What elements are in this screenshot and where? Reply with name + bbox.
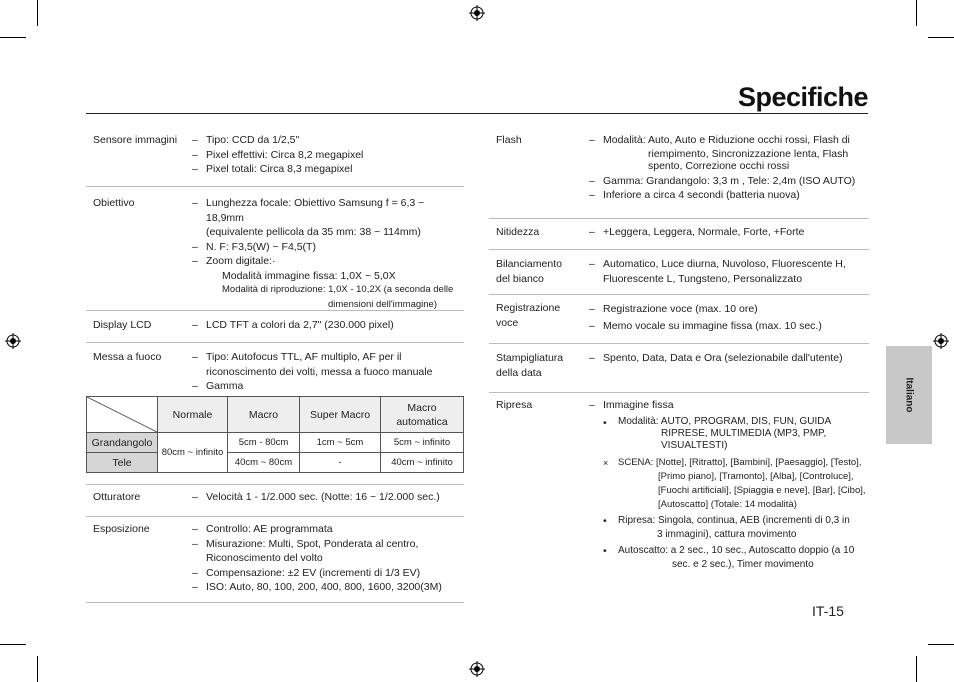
language-tab-label: Italiano	[903, 377, 915, 413]
spec-value: RIPRESE, MULTIMEDIA (MP3, PMP,	[661, 427, 827, 439]
spec-row-registrazione: Registrazione voce – Registrazione voce (max. 10 ore) – Memo vocale su immagine fissa (max. 10 sec.)	[489, 295, 869, 344]
spec-label: Otturatore	[93, 491, 141, 503]
spec-value: Lunghezza focale: Obiettivo Samsung f = 6,3 ~ 18,9mm	[206, 197, 425, 224]
registration-mark-icon	[469, 5, 485, 21]
spec-value: Modalità di riproduzione: 1,0X - 10,2X	[222, 284, 381, 295]
spec-row-sensore: Sensore immagini – Tipo: CCD da 1/2,5" – Pixel effettivi: Circa 8,2 megapixel – Pixel totali: Circa 8,3 megapixel	[86, 124, 464, 187]
spec-label: Messa a fuoco	[93, 351, 162, 363]
spec-label: voce	[496, 316, 519, 329]
spec-label: Nitidezza	[496, 226, 540, 238]
spec-value: Automatico, Luce diurna, Nuvoloso, Fluorescente H,	[603, 258, 846, 270]
spec-value: Pixel effettivi: Circa 8,2 megapixel	[206, 148, 364, 161]
spec-value: sec. e 2 sec.), Timer movimento	[672, 559, 814, 570]
spec-value: (equivalente pellicola da 35 mm: 38 ~ 114mm)	[206, 226, 421, 238]
crop-mark	[928, 37, 954, 38]
spec-label: Bilanciamento	[496, 258, 562, 270]
spec-value: Pixel totali: Circa 8,3 megapixel	[206, 163, 353, 175]
spec-value: riempimento, Sincronizzazione lenta, Flash	[648, 147, 849, 160]
table-cell: 40cm ~ 80cm	[228, 453, 300, 473]
crop-mark	[916, 656, 917, 682]
spec-value: Gamma: Grandangolo: 3,3 m , Tele: 2,4m (ISO AUTO)	[603, 174, 856, 187]
table-corner	[87, 397, 158, 433]
crop-mark	[928, 644, 954, 645]
crop-mark	[37, 0, 38, 26]
spec-row-nitidezza: Nitidezza – +Leggera, Leggera, Normale, Forte, +Forte	[489, 219, 869, 250]
spec-value: Tipo: Autofocus TTL, AF multiplo, AF per il	[206, 351, 402, 363]
spec-value: Modalità: Auto, Auto e Riduzione occhi rossi, Flash di	[603, 134, 850, 146]
spec-value: [Primo piano], [Tramonto], [Alba], [Controluce],	[658, 470, 854, 482]
spec-row-stampigliatura: Stampigliatura della data – Spento, Data, Data e Ora (selezionabile dall'utente)	[489, 344, 869, 393]
table-row-label: Grandangolo	[87, 433, 158, 453]
table-row-label: Tele	[87, 453, 158, 473]
spec-label: Obiettivo	[93, 197, 135, 209]
table-header: Macro	[228, 397, 300, 433]
spec-row-esposizione: Esposizione – Controllo: AE programmata – Misurazione: Multi, Spot, Ponderata al centro, Riconoscimento del volto – Compensazione: ±2 EV (incrementi di 1/3 EV) – ISO: Auto, 80, 100, 200, 400, 800, 1600, 3200(3M)	[86, 517, 464, 603]
spec-row-flash: Flash – Modalità: Auto, Auto e Riduzione occhi rossi, Flash di riempimento, Sincronizzazione lenta, Flash spento, Correzione occhi rossi – Gamma: Grandangolo: 3,3 m , Tele: 2,4m (ISO AUTO) – Inferiore a circa 4 secondi (batteria nuova)	[489, 124, 869, 219]
table-cell: 40cm ~ infinito	[381, 453, 464, 473]
spec-row-otturatore: Otturatore – Velocità 1 - 1/2.000 sec. (Notte: 16 ~ 1/2.000 sec.)	[86, 485, 464, 517]
spec-value: Controllo: AE programmata	[206, 523, 333, 535]
spec-row-ripresa: Ripresa – Immagine fissa • Modalità: AUTO, PROGRAM, DIS, FUN, GUIDA RIPRESE, MULTIMEDIA (MP3, PMP, VISUALTESTI) × SCENA: [Notte], [Ritratto], [Bambini], [Paesaggio], [Testo], [Primo piano], [Tramonto], [Alba], [Controluce], [Fuochi artificiali], [Spiaggia e neve], [Bar], [Cibo], [Autoscatto] (Totale: 14 modalità) • Ripresa: Singola, continua, AEB (incrementi di 0,3 in 3 immagini), cattura movimento • Autoscatto: a 2 sec., 10 sec., Autoscatto doppio (a 10 sec. e 2 sec.), Timer movimento	[489, 393, 869, 583]
bullet-icon: •	[603, 514, 607, 527]
table-cell: 1cm ~ 5cm	[300, 433, 381, 453]
page-number: IT-15	[812, 603, 844, 619]
table-header: Super Macro	[300, 397, 381, 433]
right-column	[489, 124, 869, 583]
spec-row-obiettivo: Obiettivo – Lunghezza focale: Obiettivo Samsung f = 6,3 ~ 18,9mm (equivalente pellicola da 35 mm: 38 ~ 114mm) – N. F: F3,5(W) ~ F4,5(T) – Zoom digitale:· Modalità immagine fissa: 1,0X ~ 5,0X Modalità di riproduzione: 1,0X - 10,2X (a seconda delle dimensioni dell'immagine)	[86, 187, 464, 311]
registration-mark-icon	[469, 661, 485, 677]
registration-mark-icon	[5, 333, 21, 349]
spec-label: Stampigliatura	[496, 352, 564, 364]
spec-value: Registrazione voce (max. 10 ore)	[603, 303, 758, 315]
table-cell: 5cm - 80cm	[228, 433, 300, 453]
spec-value: Immagine fissa	[603, 399, 674, 411]
spec-value: VISUALTESTI)	[661, 439, 728, 451]
page-title: Specifiche	[737, 82, 868, 112]
left-column-lower	[86, 484, 464, 603]
spec-value: Velocità 1 - 1/2.000 sec. (Notte: 16 ~ 1/2.000 sec.)	[206, 491, 440, 503]
spec-label: del bianco	[496, 272, 544, 285]
language-tab	[886, 346, 932, 444]
spec-value: Zoom digitale:·	[206, 255, 276, 267]
bullet-icon: •	[603, 544, 607, 557]
spec-label: Esposizione	[93, 523, 150, 535]
spec-value: Gamma	[206, 380, 244, 392]
spec-row-bilanciamento: Bilanciamento del bianco – Automatico, Luce diurna, Nuvoloso, Fluorescente H, Fluorescente L, Tungsteno, Personalizzato	[489, 250, 869, 295]
spec-value: Misurazione: Multi, Spot, Ponderata al centro,	[206, 537, 419, 550]
focus-range-table	[86, 396, 464, 473]
table-header: Normale	[158, 397, 228, 433]
spec-label: Ripresa	[496, 399, 533, 411]
spec-value: Compensazione: ±2 EV (incrementi di 1/3 EV)	[206, 566, 421, 579]
spec-value: Autoscatto: a 2 sec., 10 sec., Autoscatto doppio (a 10	[618, 544, 855, 556]
bullet-icon: •	[603, 416, 607, 429]
spec-label: Display LCD	[93, 319, 152, 331]
spec-value: Ripresa: Singola, continua, AEB (incrementi di 0,3 in	[618, 514, 850, 526]
spec-value: 3 immagini), cattura movimento	[657, 529, 797, 540]
spec-label: Registrazione	[496, 302, 561, 314]
spec-value: dimensioni dell'immagine)	[328, 298, 437, 310]
spec-label: della data	[496, 366, 542, 379]
crop-mark	[0, 37, 26, 38]
spec-value: [Fuochi artificiali], [Spiaggia e neve], [Bar], [Cibo],	[658, 484, 866, 496]
spec-value: (a seconda delle	[380, 284, 454, 295]
spec-value: Modalità immagine fissa: 1,0X ~ 5,0X	[222, 269, 396, 282]
spec-value: Modalità: AUTO, PROGRAM, DIS, FUN, GUIDA	[618, 415, 832, 427]
table-cell: 5cm ~ infinito	[381, 433, 464, 453]
crop-mark	[0, 644, 26, 645]
spec-value: Memo vocale su immagine fissa (max. 10 sec.)	[603, 320, 822, 332]
spec-value: ISO: Auto, 80, 100, 200, 400, 800, 1600, 3200(3M)	[206, 581, 442, 593]
crop-mark	[916, 0, 917, 26]
spec-row-fuoco: Messa a fuoco – Tipo: Autofocus TTL, AF multiplo, AF per il riconoscimento dei volti, messa a fuoco manuale – Gamma	[93, 351, 433, 392]
spec-value: +Leggera, Leggera, Normale, Forte, +Forte	[603, 226, 805, 238]
crop-mark	[37, 656, 38, 682]
spec-value: Tipo: CCD da 1/2,5"	[206, 134, 300, 146]
spec-value: Fluorescente L, Tungsteno, Personalizzato	[603, 272, 803, 285]
diagonal-line	[87, 397, 157, 432]
spec-label: Sensore immagini	[93, 134, 178, 146]
table-cell: -	[300, 453, 381, 473]
registration-mark-icon	[933, 333, 949, 349]
left-column	[86, 124, 464, 401]
cross-icon: ×	[603, 457, 609, 468]
spec-value: Inferiore a circa 4 secondi (batteria nuova)	[603, 189, 800, 201]
spec-label: Flash	[496, 134, 522, 146]
spec-value: Spento, Data, Data e Ora (selezionabile dall'utente)	[603, 352, 843, 364]
title-rule	[86, 113, 868, 114]
spec-value: riconoscimento dei volti, messa a fuoco manuale	[206, 365, 433, 378]
spec-value: N. F: F3,5(W) ~ F4,5(T)	[206, 240, 316, 253]
spec-value: [Autoscatto] (Totale: 14 modalità)	[658, 498, 797, 510]
spec-value: spento, Correzione occhi rossi	[648, 159, 790, 172]
spec-row-display: Display LCD – LCD TFT a colori da 2,7" (230.000 pixel)	[86, 311, 464, 343]
table-header: Macro automatica	[381, 397, 464, 433]
spec-value: SCENA: [Notte], [Ritratto], [Bambini], [Paesaggio], [Testo],	[618, 456, 862, 468]
spec-value: LCD TFT a colori da 2,7" (230.000 pixel)	[206, 319, 394, 331]
table-cell: 80cm ~ infinito	[158, 433, 228, 473]
spec-value: Riconoscimento del volto	[206, 552, 323, 564]
